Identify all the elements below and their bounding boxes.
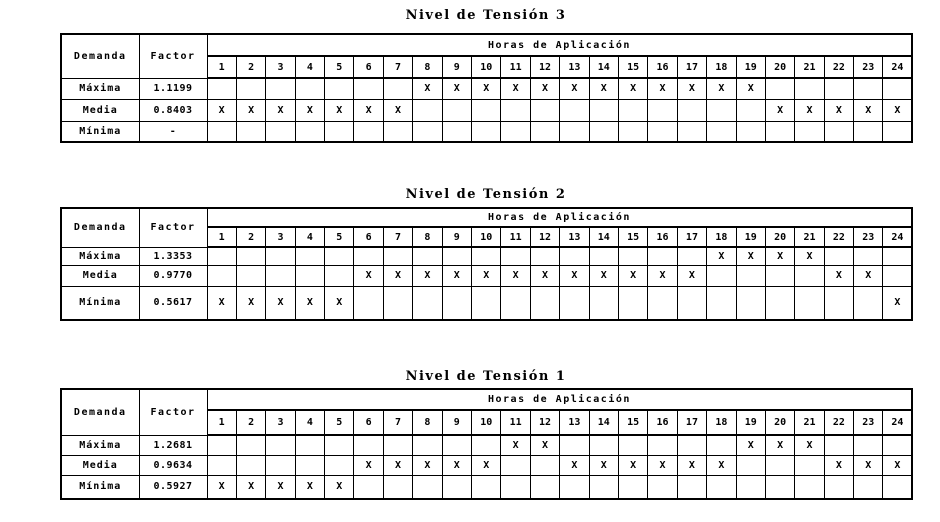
hour-cell: X xyxy=(618,455,647,475)
factor-value: 1.1199 xyxy=(139,78,207,99)
hour-header: 3 xyxy=(266,410,295,435)
hour-cell xyxy=(442,435,471,455)
hour-cell: X xyxy=(530,265,559,286)
demand-row xyxy=(61,435,912,455)
hour-header: 7 xyxy=(383,56,412,78)
header-row xyxy=(61,389,912,410)
factor-value: - xyxy=(139,121,207,142)
hour-cell xyxy=(854,435,883,455)
hour-cell: X xyxy=(236,99,265,121)
hour-header: 1 xyxy=(207,410,236,435)
hour-cell xyxy=(854,475,883,499)
hour-cell: X xyxy=(236,475,265,499)
hour-header: 9 xyxy=(442,227,471,247)
hour-header: 3 xyxy=(266,56,295,78)
hour-cell: X xyxy=(383,99,412,121)
hour-cell xyxy=(207,455,236,475)
hour-cell: X xyxy=(854,99,883,121)
hour-cell: X xyxy=(648,265,677,286)
hour-cell xyxy=(560,475,589,499)
hour-header: 21 xyxy=(795,227,824,247)
hour-cell xyxy=(589,435,618,455)
hour-header: 1 xyxy=(207,56,236,78)
hour-cell xyxy=(413,475,442,499)
hour-cell: X xyxy=(589,265,618,286)
hour-cell: X xyxy=(442,455,471,475)
hour-header: 6 xyxy=(354,56,383,78)
hour-header: 22 xyxy=(824,56,853,78)
hour-cell: X xyxy=(824,99,853,121)
hour-cell: X xyxy=(354,455,383,475)
hour-cell: X xyxy=(530,435,559,455)
hour-cell: X xyxy=(413,455,442,475)
hour-header: 16 xyxy=(648,56,677,78)
hour-cell: X xyxy=(501,265,530,286)
hour-cell: X xyxy=(383,455,412,475)
hour-cell: X xyxy=(354,265,383,286)
hour-header: 10 xyxy=(472,410,501,435)
factor-value: 0.9634 xyxy=(139,455,207,475)
hour-cell xyxy=(413,435,442,455)
hour-header: 22 xyxy=(824,227,853,247)
hour-cell: X xyxy=(354,99,383,121)
hour-cell: X xyxy=(707,247,736,265)
hour-header: 14 xyxy=(589,227,618,247)
hour-header: 21 xyxy=(795,410,824,435)
hour-cell xyxy=(354,475,383,499)
demand-row xyxy=(61,455,912,475)
hour-cell xyxy=(383,435,412,455)
hour-cell xyxy=(266,435,295,455)
hour-cell: X xyxy=(295,475,324,499)
hour-cell xyxy=(707,475,736,499)
hour-cell xyxy=(648,475,677,499)
hour-cell xyxy=(236,455,265,475)
hour-header: 15 xyxy=(618,227,647,247)
hour-cell xyxy=(354,435,383,455)
factor-value: 0.5617 xyxy=(139,286,207,320)
hour-header: 5 xyxy=(325,410,354,435)
hour-cell xyxy=(501,475,530,499)
hour-header: 24 xyxy=(883,227,912,247)
hour-header: 23 xyxy=(854,56,883,78)
hour-cell: X xyxy=(883,455,912,475)
hour-header: 14 xyxy=(589,56,618,78)
hour-header: 17 xyxy=(677,56,706,78)
section-title: Nivel de Tensión 1 xyxy=(405,369,567,384)
hour-header: 20 xyxy=(765,56,794,78)
hour-cell: X xyxy=(824,455,853,475)
hour-cell xyxy=(824,435,853,455)
tension-section xyxy=(60,0,912,522)
hour-cell xyxy=(530,475,559,499)
hour-header: 8 xyxy=(413,56,442,78)
hour-header: 17 xyxy=(677,227,706,247)
hour-header: 6 xyxy=(354,410,383,435)
hour-cell: X xyxy=(266,99,295,121)
hour-cell: X xyxy=(442,265,471,286)
hour-cell: X xyxy=(854,455,883,475)
demand-label: Mínima xyxy=(61,475,139,499)
hour-cell: X xyxy=(648,78,677,99)
hour-header: 9 xyxy=(442,410,471,435)
section-title: Nivel de Tensión 2 xyxy=(405,187,567,202)
hour-header: 15 xyxy=(618,56,647,78)
hour-cell xyxy=(589,475,618,499)
hour-header: 14 xyxy=(589,410,618,435)
hour-header: 20 xyxy=(765,410,794,435)
hour-header: 19 xyxy=(736,56,765,78)
demand-label: Media xyxy=(61,265,139,286)
hour-cell: X xyxy=(648,455,677,475)
hour-cell xyxy=(824,475,853,499)
hour-header: 4 xyxy=(295,227,324,247)
hour-cell: X xyxy=(472,78,501,99)
hour-cell: X xyxy=(765,435,794,455)
hour-cell: X xyxy=(325,475,354,499)
hour-cell: X xyxy=(560,78,589,99)
hour-cell: X xyxy=(765,99,794,121)
hour-cell xyxy=(442,475,471,499)
hour-cell: X xyxy=(736,247,765,265)
hour-cell xyxy=(736,455,765,475)
hour-cell xyxy=(266,455,295,475)
demanda-header: Demanda xyxy=(61,389,139,435)
hour-header: 15 xyxy=(618,410,647,435)
hour-header: 8 xyxy=(413,227,442,247)
hour-header: 16 xyxy=(648,410,677,435)
hour-cell xyxy=(325,455,354,475)
hour-header: 21 xyxy=(795,56,824,78)
hour-cell xyxy=(501,455,530,475)
hour-cell xyxy=(795,455,824,475)
hour-cell: X xyxy=(413,78,442,99)
hour-header: 8 xyxy=(413,410,442,435)
hour-cell: X xyxy=(266,286,295,320)
hour-header: 11 xyxy=(501,410,530,435)
hour-header: 5 xyxy=(325,227,354,247)
hour-header: 2 xyxy=(236,227,265,247)
hour-cell xyxy=(736,475,765,499)
hour-cell: X xyxy=(883,99,912,121)
hour-header: 16 xyxy=(648,227,677,247)
hour-cell: X xyxy=(472,455,501,475)
hour-cell: X xyxy=(589,78,618,99)
hour-cell xyxy=(325,435,354,455)
hour-cell: X xyxy=(677,265,706,286)
hour-cell: X xyxy=(618,78,647,99)
factor-value: 1.3353 xyxy=(139,247,207,265)
hour-header: 2 xyxy=(236,56,265,78)
demand-label: Mínima xyxy=(61,286,139,320)
hour-header: 13 xyxy=(560,227,589,247)
hour-cell: X xyxy=(736,78,765,99)
demand-label: Mínima xyxy=(61,121,139,142)
hour-cell xyxy=(295,435,324,455)
hour-cell: X xyxy=(266,475,295,499)
demand-label: Máxima xyxy=(61,78,139,99)
demanda-header: Demanda xyxy=(61,208,139,247)
hour-cell: X xyxy=(795,435,824,455)
hour-header: 1 xyxy=(207,227,236,247)
horas-header: Horas de Aplicación xyxy=(207,389,912,410)
hour-cell: X xyxy=(501,435,530,455)
hour-cell xyxy=(883,435,912,455)
hour-header: 12 xyxy=(530,410,559,435)
hour-cell xyxy=(618,435,647,455)
demand-row xyxy=(61,475,912,499)
demand-label: Media xyxy=(61,455,139,475)
hour-header: 10 xyxy=(472,227,501,247)
hour-header: 9 xyxy=(442,56,471,78)
hour-cell: X xyxy=(295,99,324,121)
factor-value: 0.9770 xyxy=(139,265,207,286)
factor-value: 1.2681 xyxy=(139,435,207,455)
hour-header: 13 xyxy=(560,410,589,435)
hour-cell: X xyxy=(618,265,647,286)
hour-header: 7 xyxy=(383,410,412,435)
hour-header: 3 xyxy=(266,227,295,247)
hour-cell xyxy=(295,455,324,475)
hour-cell: X xyxy=(530,78,559,99)
hour-cell xyxy=(765,455,794,475)
hour-cell xyxy=(530,455,559,475)
hour-cell: X xyxy=(707,78,736,99)
hour-cell: X xyxy=(207,475,236,499)
hour-header: 19 xyxy=(736,227,765,247)
hour-cell: X xyxy=(677,455,706,475)
hour-header: 11 xyxy=(501,56,530,78)
hour-header: 6 xyxy=(354,227,383,247)
hour-header: 10 xyxy=(472,56,501,78)
hour-cell: X xyxy=(413,265,442,286)
hour-cell xyxy=(707,435,736,455)
hour-header: 23 xyxy=(854,410,883,435)
hour-cell xyxy=(472,435,501,455)
factor-header: Factor xyxy=(139,34,207,78)
hour-cell: X xyxy=(707,455,736,475)
hour-cell: X xyxy=(824,265,853,286)
hour-header: 20 xyxy=(765,227,794,247)
hour-header: 2 xyxy=(236,410,265,435)
factor-value: 0.8403 xyxy=(139,99,207,121)
hour-header: 12 xyxy=(530,227,559,247)
hour-header: 7 xyxy=(383,227,412,247)
hour-cell: X xyxy=(325,99,354,121)
hour-cell: X xyxy=(560,265,589,286)
demand-label: Máxima xyxy=(61,247,139,265)
hour-cell xyxy=(207,435,236,455)
hour-cell xyxy=(472,475,501,499)
hour-cell: X xyxy=(560,455,589,475)
hour-cell: X xyxy=(501,78,530,99)
schedule-table xyxy=(60,388,913,500)
hour-header: 24 xyxy=(883,410,912,435)
hour-header: 13 xyxy=(560,56,589,78)
hour-cell: X xyxy=(677,78,706,99)
hour-cell xyxy=(618,475,647,499)
factor-value: 0.5927 xyxy=(139,475,207,499)
hour-cell: X xyxy=(325,286,354,320)
hour-header: 4 xyxy=(295,410,324,435)
demand-label: Máxima xyxy=(61,435,139,455)
hour-cell xyxy=(795,475,824,499)
hour-header: 12 xyxy=(530,56,559,78)
hour-cell xyxy=(560,435,589,455)
hour-cell xyxy=(883,475,912,499)
hour-cell: X xyxy=(736,435,765,455)
hour-header: 5 xyxy=(325,56,354,78)
hour-cell: X xyxy=(854,265,883,286)
hour-cell xyxy=(236,435,265,455)
hour-cell: X xyxy=(883,286,912,320)
hour-header: 23 xyxy=(854,227,883,247)
horas-header: Horas de Aplicación xyxy=(207,34,912,56)
hour-cell xyxy=(383,475,412,499)
hour-cell: X xyxy=(383,265,412,286)
hour-header: 24 xyxy=(883,56,912,78)
hour-cell: X xyxy=(207,99,236,121)
hour-header: 11 xyxy=(501,227,530,247)
hour-cell xyxy=(648,435,677,455)
demanda-header: Demanda xyxy=(61,34,139,78)
demand-label: Media xyxy=(61,99,139,121)
hour-cell: X xyxy=(236,286,265,320)
hour-header: 19 xyxy=(736,410,765,435)
hour-cell: X xyxy=(295,286,324,320)
hour-cell: X xyxy=(442,78,471,99)
hour-cell xyxy=(677,475,706,499)
factor-header: Factor xyxy=(139,389,207,435)
hour-cell: X xyxy=(472,265,501,286)
section-title: Nivel de Tensión 3 xyxy=(405,8,567,23)
hour-header: 18 xyxy=(707,56,736,78)
hour-cell: X xyxy=(589,455,618,475)
hour-header: 17 xyxy=(677,410,706,435)
hour-cell xyxy=(765,475,794,499)
hour-cell: X xyxy=(207,286,236,320)
hour-cell: X xyxy=(795,99,824,121)
hour-cell: X xyxy=(795,247,824,265)
hour-header: 18 xyxy=(707,410,736,435)
hour-cell xyxy=(677,435,706,455)
hour-header: 18 xyxy=(707,227,736,247)
horas-header: Horas de Aplicación xyxy=(207,208,912,227)
factor-header: Factor xyxy=(139,208,207,247)
hour-header: 22 xyxy=(824,410,853,435)
hour-cell: X xyxy=(765,247,794,265)
hour-header: 4 xyxy=(295,56,324,78)
